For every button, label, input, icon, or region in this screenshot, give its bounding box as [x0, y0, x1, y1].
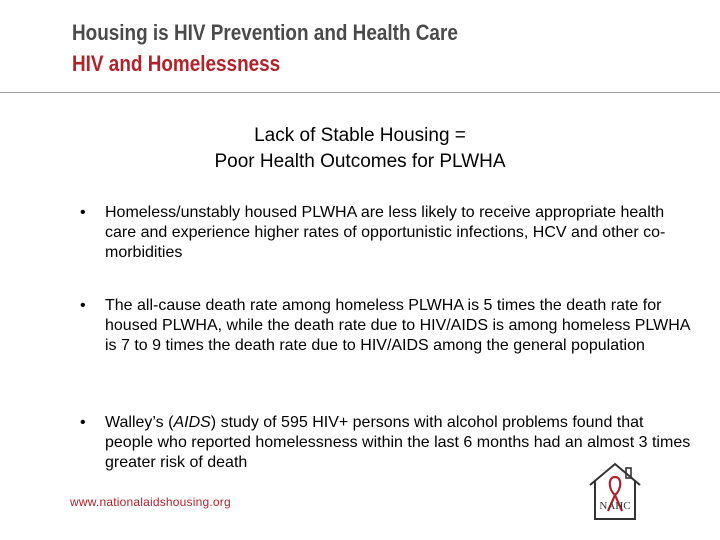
bullet-text-prefix: Walley’s ( [105, 414, 174, 431]
bullet-text-italic: AIDS [173, 414, 211, 431]
bullet-icon: • [80, 414, 86, 431]
slide-title [0, 123, 720, 175]
nahc-logo [586, 459, 644, 523]
bullet-text: The all-cause death rate among homeless PLWHA is 5 times the death rate for housed PLWHA, while the death rate due to HIV/AIDS is among homeless PLWHA is 7 to 9 times the death rate due to HIV/AIDS among the general population [105, 297, 690, 354]
bullet-icon: • [80, 297, 86, 314]
slide-title-line2: Poor Health Outcomes for PLWHA [214, 151, 506, 172]
header-title: Housing is HIV Prevention and Health Care [72, 20, 458, 45]
bullet-text-suffix: ) study of 595 HIV+ persons with alcohol problems found that people who reported homelessness within the last 6 months had an almost 3 times greater risk of death [105, 414, 691, 471]
slide-title-line1: Lack of Stable Housing = [254, 125, 466, 146]
bullet-item [80, 296, 695, 356]
footer-url[interactable]: www.nationalaidshousing.org [70, 495, 231, 509]
header-divider [0, 92, 720, 93]
header [0, 0, 720, 92]
logo-text: NAHC [599, 500, 631, 512]
bullet-item [80, 203, 695, 263]
header-subtitle: HIV and Homelessness [72, 51, 281, 76]
bullet-text: Homeless/unstably housed PLWHA are less likely to receive appropriate health care and experience higher rates of opportunistic infections, HCV and other co-morbidities [105, 204, 666, 261]
bullet-icon: • [80, 204, 86, 221]
